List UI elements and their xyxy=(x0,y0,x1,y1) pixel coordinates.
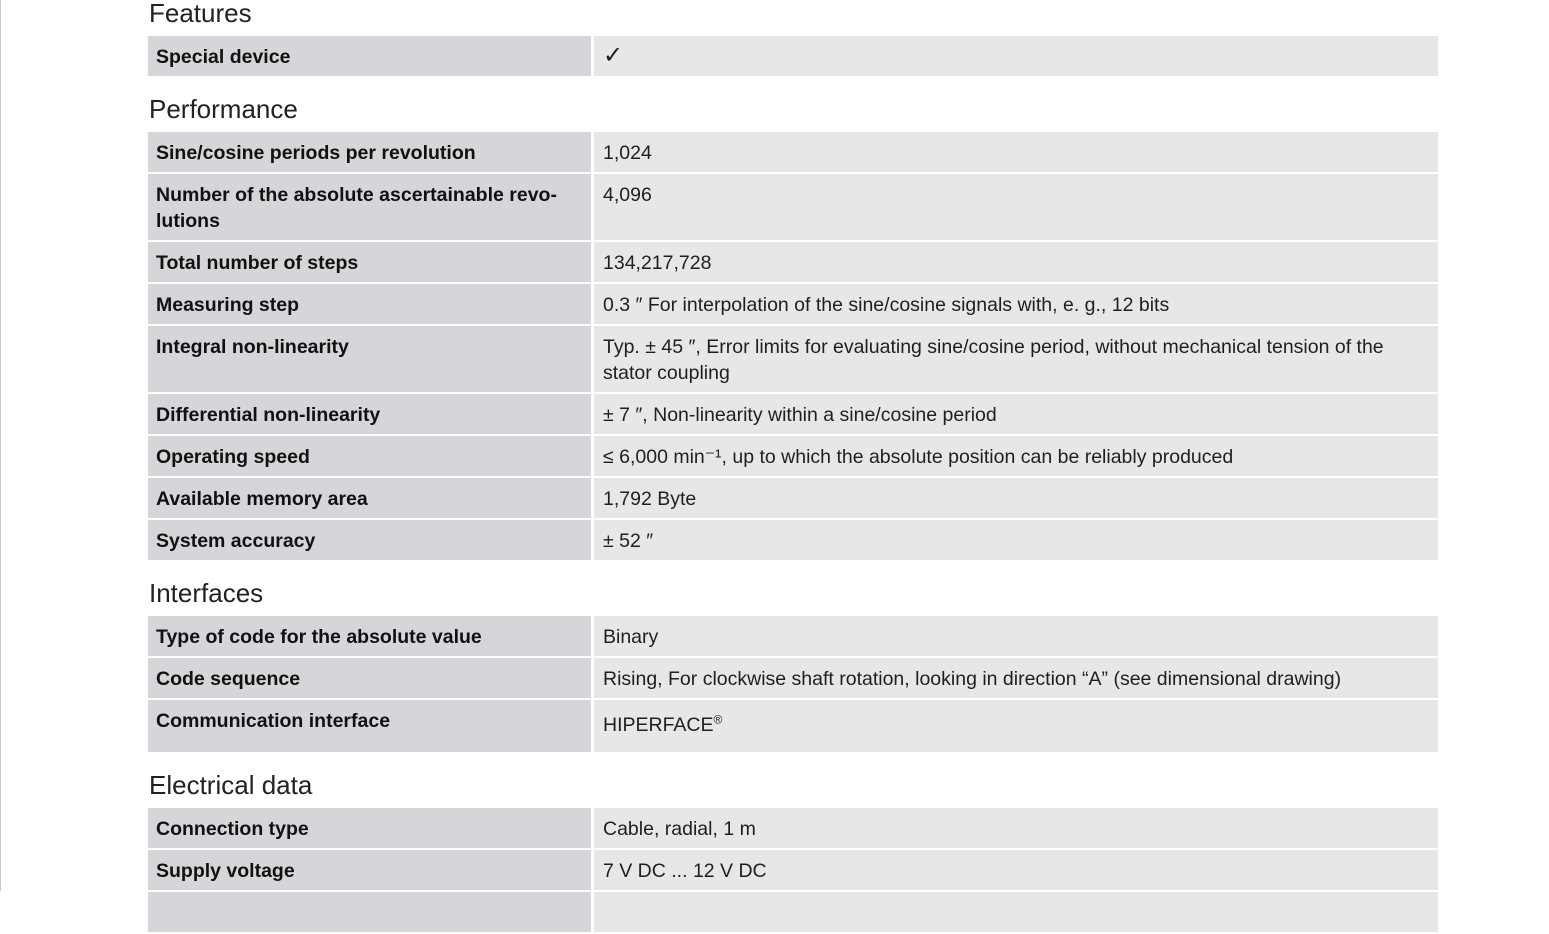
row-value: 1,792 Byte xyxy=(594,478,1438,520)
row-value: ± 7 ″, Non-linearity within a sine/cosine period xyxy=(594,394,1438,436)
features-table xyxy=(148,36,1438,78)
row-label: Connection type xyxy=(148,808,594,850)
row-label: Sine/cosine periods per revolution xyxy=(148,132,594,174)
table-row xyxy=(148,394,1438,436)
row-label: Communication interface xyxy=(148,700,594,754)
checkmark-icon: ✓ xyxy=(594,36,1438,78)
row-label: Number of the absolute ascertainable revo- lutions xyxy=(148,174,594,242)
table-row xyxy=(148,520,1438,562)
row-label: Available memory area xyxy=(148,478,594,520)
datasheet xyxy=(148,0,1438,934)
table-row-partial xyxy=(148,892,1438,934)
section-title-interfaces: Interfaces xyxy=(149,578,264,608)
electrical-data-table xyxy=(148,808,1438,934)
row-label: Total number of steps xyxy=(148,242,594,284)
registered-mark: ® xyxy=(713,712,723,727)
row-value: ≤ 6,000 min⁻¹, up to which the absolute position can be reliably produced xyxy=(594,436,1438,478)
table-row xyxy=(148,700,1438,754)
row-label: Operating speed xyxy=(148,436,594,478)
row-label: Supply voltage xyxy=(148,850,594,892)
table-row xyxy=(148,326,1438,394)
row-label: System accuracy xyxy=(148,520,594,562)
section-title-electrical-data: Electrical data xyxy=(149,770,313,800)
table-row xyxy=(148,284,1438,326)
row-value-empty xyxy=(594,892,1438,934)
page-left-border xyxy=(0,0,1,891)
table-row xyxy=(148,658,1438,700)
interfaces-table xyxy=(148,616,1438,754)
row-label: Code sequence xyxy=(148,658,594,700)
table-row xyxy=(148,242,1438,284)
section-title-performance: Performance xyxy=(149,94,298,124)
section-title-features: Features xyxy=(149,0,252,28)
row-value: 134,217,728 xyxy=(594,242,1438,284)
table-row xyxy=(148,174,1438,242)
row-value: 7 V DC ... 12 V DC xyxy=(594,850,1438,892)
row-value: ± 52 ″ xyxy=(594,520,1438,562)
table-row xyxy=(148,808,1438,850)
row-value: Rising, For clockwise shaft rotation, looking in direction “A” (see dimensional drawing) xyxy=(594,658,1438,700)
performance-table xyxy=(148,132,1438,562)
row-label-empty xyxy=(148,892,594,934)
table-row xyxy=(148,478,1438,520)
table-row xyxy=(148,850,1438,892)
row-value: 0.3 ″ For interpolation of the sine/cosine signals with, e. g., 12 bits xyxy=(594,284,1438,326)
row-value: Cable, radial, 1 m xyxy=(594,808,1438,850)
table-row xyxy=(148,132,1438,174)
row-label: Type of code for the absolute value xyxy=(148,616,594,658)
row-value: 1,024 xyxy=(594,132,1438,174)
row-value: HIPERFACE® xyxy=(594,700,1438,754)
row-value: 4,096 xyxy=(594,174,1438,242)
row-label: Differential non-linearity xyxy=(148,394,594,436)
row-value: Typ. ± 45 ″, Error limits for evaluating sine/cosine period, without mechanical tension of the stator coupling xyxy=(594,326,1438,394)
row-label: Measuring step xyxy=(148,284,594,326)
row-value: Binary xyxy=(594,616,1438,658)
row-label: Special device xyxy=(148,36,594,78)
table-row xyxy=(148,36,1438,78)
table-row xyxy=(148,436,1438,478)
row-label: Integral non-linearity xyxy=(148,326,594,394)
table-row xyxy=(148,616,1438,658)
